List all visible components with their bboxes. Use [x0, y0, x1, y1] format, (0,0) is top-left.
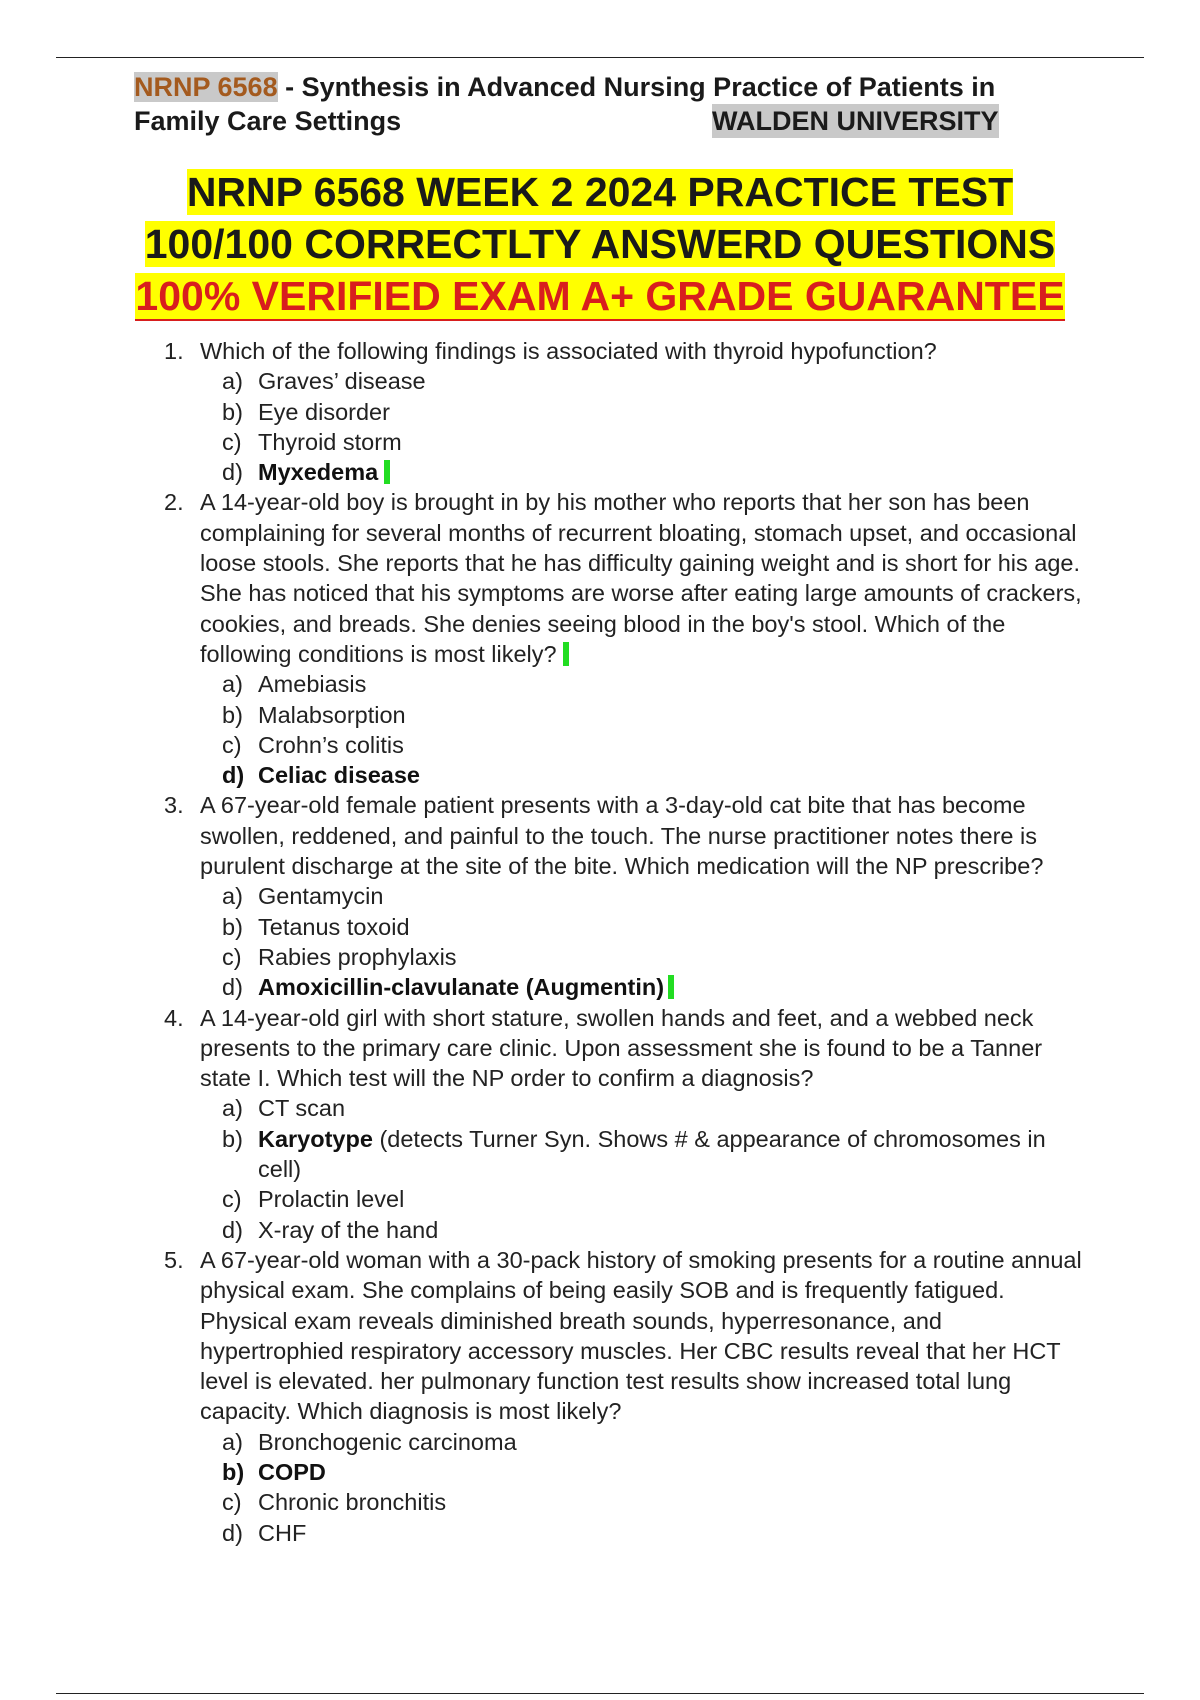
bottom-rule	[56, 1693, 1144, 1694]
title-line-2: 100/100 CORRECTLTY ANSWERD QUESTIONS	[144, 221, 1056, 267]
option	[200, 881, 1090, 911]
option-text: X-ray of the hand	[258, 1216, 439, 1243]
option-letter: a)	[222, 1095, 243, 1122]
option-letter: a)	[222, 671, 243, 698]
option-letter: d)	[222, 762, 245, 789]
option-text: CHF	[258, 1519, 307, 1546]
option-text: Bronchogenic carcinoma	[258, 1428, 517, 1455]
title-line-3: 100% VERIFIED EXAM A+ GRADE GUARANTEE	[135, 273, 1065, 319]
answer-marker	[563, 642, 569, 666]
option	[200, 1518, 1090, 1548]
option	[200, 1215, 1090, 1245]
option-letter: c)	[222, 943, 242, 970]
option-letter: a)	[222, 1428, 243, 1455]
option	[200, 366, 1090, 396]
question-5	[160, 1245, 1090, 1548]
option-text: Amebiasis	[258, 671, 367, 698]
title-line-1: NRNP 6568 WEEK 2 2024 PRACTICE TEST	[186, 169, 1014, 215]
option-text: Prolactin level	[258, 1186, 405, 1213]
option-letter: d)	[222, 974, 243, 1001]
option	[200, 427, 1090, 457]
option	[200, 1093, 1090, 1123]
option-letter: a)	[222, 883, 243, 910]
option-text: Thyroid storm	[258, 428, 402, 455]
option	[200, 700, 1090, 730]
university-name: WALDEN UNIVERSITY	[712, 106, 999, 136]
question-number: 3.	[164, 792, 184, 819]
option	[200, 942, 1090, 972]
option-letter: d)	[222, 1519, 243, 1546]
question-text: A 14-year-old boy is brought in by his mother who reports that her son has been complaining for several months of recurrent bloating, stomach upset, and occasional loose stools. She reports that he has difficulty gaining weight and is short for his age. She has noticed that his symptoms are worse after eating large amounts of crackers, cookies, and breads. She denies seeing blood in the boy's stool. Which of the following conditions is most likely?	[200, 489, 1082, 667]
top-rule	[56, 57, 1144, 58]
option-letter: d)	[222, 1216, 243, 1243]
option-text: Crohn’s colitis	[258, 731, 404, 758]
option-letter: c)	[222, 428, 242, 455]
question-number: 5.	[164, 1246, 184, 1273]
correct-answer-text: COPD	[258, 1458, 326, 1485]
question-text: A 14-year-old girl with short stature, swollen hands and feet, and a webbed neck presents to the primary care clinic. Upon assessment she is found to be a Tanner state I. Which test will the NP order to confirm a diagnosis?	[200, 1004, 1043, 1092]
option	[200, 669, 1090, 699]
question-text: A 67-year-old female patient presents with a 3-day-old cat bite that has become swollen, reddened, and painful to the touch. The nurse practitioner notes there is purulent discharge at the site of the bite. Which medication will the NP prescribe?	[200, 792, 1044, 880]
option-text: Chronic bronchitis	[258, 1489, 447, 1516]
answer-marker	[384, 460, 390, 484]
header-line-1	[134, 70, 1094, 104]
option	[200, 912, 1090, 942]
question-4	[160, 1003, 1090, 1245]
correct-answer-text: Karyotype	[258, 1125, 373, 1152]
question-list	[160, 336, 1090, 1548]
course-title: - Synthesis in Advanced Nursing Practice of Patients in	[277, 72, 996, 102]
question-number: 1.	[164, 338, 184, 364]
question-number: 4.	[164, 1004, 184, 1031]
option	[200, 1427, 1090, 1457]
correct-option	[200, 1457, 1090, 1487]
option-letter: b)	[222, 1125, 243, 1152]
option-letter: b)	[222, 701, 243, 728]
correct-option	[200, 760, 1090, 790]
question-3	[160, 790, 1090, 1002]
option-text: Malabsorption	[258, 701, 406, 728]
option	[200, 397, 1090, 427]
option-letter: c)	[222, 1186, 242, 1213]
document-title	[0, 166, 1200, 322]
option-letter: b)	[222, 1458, 245, 1485]
option-text: Tetanus toxoid	[258, 913, 410, 940]
option-letter: c)	[222, 1489, 242, 1516]
question-text: A 67-year-old woman with a 30-pack history of smoking presents for a routine annual physical exam. She complains of being easily SOB and is frequently fatigued. Physical exam reveals diminished breath sounds, hyperresonance, and hypertrophied respiratory accessory muscles. Her CBC results reveal that her HCT level is elevated. her pulmonary function test results show increased total lung capacity. Which diagnosis is most likely?	[200, 1246, 1082, 1425]
option-text: CT scan	[258, 1095, 346, 1122]
correct-answer-text: Amoxicillin-clavulanate (Augmentin)	[258, 974, 665, 1001]
option	[200, 1487, 1090, 1517]
option-letter: a)	[222, 368, 243, 395]
question-2	[160, 487, 1090, 790]
option-letter: c)	[222, 731, 242, 758]
header-line-2	[134, 104, 1094, 138]
option-text: Eye disorder	[258, 398, 390, 425]
option-letter: d)	[222, 459, 243, 486]
option-text: Graves’ disease	[258, 368, 426, 395]
option-text: Gentamycin	[258, 883, 384, 910]
option-letter: b)	[222, 398, 243, 425]
correct-option	[200, 457, 1090, 487]
answer-marker	[668, 975, 674, 999]
answer-note: (detects Turner Syn. Shows # & appearance of chromosomes in cell)	[258, 1125, 1046, 1183]
question-number: 2.	[164, 489, 184, 516]
option	[200, 730, 1090, 760]
course-code: NRNP 6568	[134, 72, 278, 102]
option-letter: b)	[222, 913, 243, 940]
question-1	[160, 336, 1090, 487]
correct-answer-text: Myxedema	[258, 459, 379, 486]
option-text: Rabies prophylaxis	[258, 943, 457, 970]
question-text: Which of the following findings is associated with thyroid hypofunction?	[200, 338, 937, 364]
correct-option	[200, 1124, 1090, 1185]
option	[200, 1184, 1090, 1214]
correct-answer-text: Celiac disease	[258, 762, 420, 789]
document-header	[134, 70, 1094, 138]
course-title-continued: Family Care Settings	[134, 106, 402, 136]
correct-option	[200, 972, 1090, 1002]
